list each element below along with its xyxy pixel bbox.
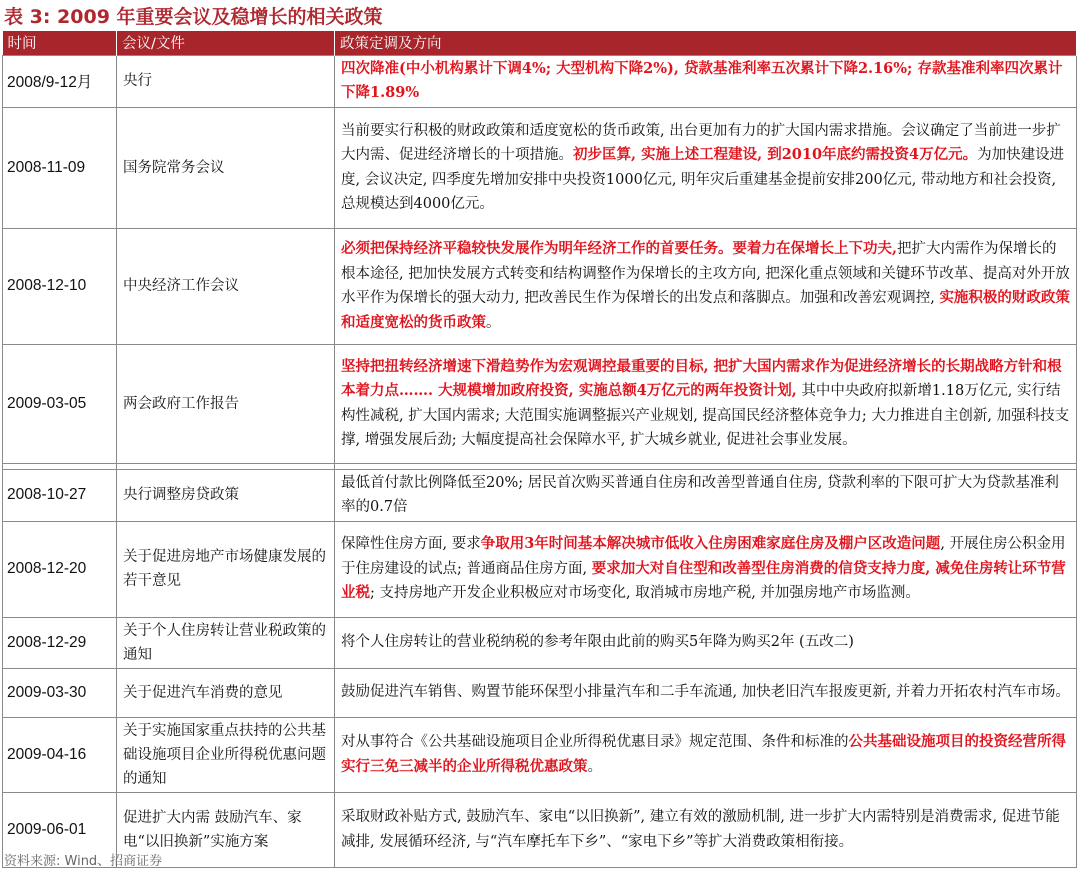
table-title: 表 3: 2009 年重要会议及稳增长的相关政策 bbox=[4, 6, 383, 28]
policy-text: ; 支持房地产开发企业积极应对市场变化, 取消城市房地产税, 并加强房地产市场监测。 bbox=[370, 585, 920, 602]
row-meeting: 国务院常务会议 bbox=[117, 107, 335, 228]
table-row bbox=[3, 717, 1077, 792]
row-policy bbox=[335, 107, 1077, 228]
row-date: 2008/9-12月 bbox=[3, 55, 117, 107]
table-row bbox=[3, 617, 1077, 668]
row-meeting: 关于实施国家重点扶持的公共基础设施项目企业所得税优惠问题的通知 bbox=[117, 717, 335, 792]
row-date: 2009-03-05 bbox=[3, 344, 117, 463]
policy-highlight-text: 必须把保持经济平稳较快发展作为明年经济工作的首要任务。要着力在保增长上下功夫, bbox=[341, 240, 898, 257]
policy-text: 保障性住房方面, 要求 bbox=[341, 536, 481, 553]
row-policy bbox=[335, 668, 1077, 717]
table-header-row bbox=[3, 31, 1077, 55]
row-policy bbox=[335, 344, 1077, 463]
table-row bbox=[3, 521, 1077, 617]
table-row bbox=[3, 668, 1077, 717]
header-time: 时间 bbox=[3, 31, 117, 55]
row-meeting: 央行 bbox=[117, 55, 335, 107]
policy-text: 鼓励促进汽车销售、购置节能环保型小排量汽车和二手车流通, 加快老旧汽车报废更新, 并着力开拓农村汽车市场。 bbox=[341, 684, 1070, 701]
row-date: 2008-10-27 bbox=[3, 469, 117, 521]
row-date: 2009-04-16 bbox=[3, 717, 117, 792]
row-date: 2009-03-30 bbox=[3, 668, 117, 717]
policy-highlight-text: 争取用3年时间基本解决城市低收入住房困难家庭住房及棚户区改造问题 bbox=[480, 535, 941, 553]
header-meeting: 会议/文件 bbox=[117, 31, 335, 55]
row-date: 2009-06-01 bbox=[3, 792, 117, 867]
row-date: 2008-12-10 bbox=[3, 228, 117, 344]
policy-text: 对从事符合《公共基础设施项目企业所得税优惠目录》规定范围、条件和标准的 bbox=[341, 734, 849, 750]
header-policy: 政策定调及方向 bbox=[335, 31, 1077, 55]
policy-highlight-text: 公共基础设施项目的投资经营所得实行三免三减半的企业所得税优惠政策 bbox=[341, 733, 1066, 775]
row-meeting: 关于促进汽车消费的意见 bbox=[117, 668, 335, 717]
policy-text: 为加快建设进度, 会议决定, 四季度先增加安排中央投资1000亿元, 明年灾后重建基金提前安排200亿元, 带动地方和社会投资, 总规模达到4000亿元。 bbox=[341, 147, 1065, 212]
source-note: 资料来源: Wind、招商证券 bbox=[4, 854, 163, 869]
row-policy bbox=[335, 228, 1077, 344]
policy-text: 。 bbox=[486, 314, 501, 331]
policy-text: 最低首付款比例降低至20%; 居民首次购买普通自住房和改善型普通自住房, 贷款利率的下限可扩大为贷款基准利率的0.7倍 bbox=[341, 474, 1059, 515]
policy-text: 其中中央政府拟新增1.18万亿元, 实行结构性减税, 扩大国内需求; 大范围实施调整振兴产业规划, 提高国民经济整体竞争力; 大力推进自主创新, 加强科技支撑, 增强发展后劲; 大幅度提高社会保障水平, 扩大城乡就业, 促进社会事业发展。 bbox=[341, 383, 1070, 448]
row-policy bbox=[335, 792, 1077, 867]
row-date: 2008-11-09 bbox=[3, 107, 117, 228]
row-policy bbox=[335, 469, 1077, 521]
policy-text: 采取财政补贴方式, 鼓励汽车、家电“以旧换新”, 建立有效的激励机制, 进一步扩大内需特别是消费需求, 促进节能减排, 发展循环经济, 与“汽车摩托车下乡”、“家电下乡”等扩大消费政策相衔接。 bbox=[341, 809, 1060, 850]
policy-text: 。 bbox=[587, 758, 602, 775]
table-row bbox=[3, 469, 1077, 521]
policy-highlight-text: 要求加大对自住型和改善型住房消费的信贷支持力度, 减免住房转让环节营业税 bbox=[341, 559, 1066, 602]
policy-highlight-text: 初步匡算, 实施上述工程建设, 到2010年底约需投资4万亿元。 bbox=[573, 146, 978, 163]
table-row bbox=[3, 792, 1077, 867]
table-row bbox=[3, 228, 1077, 344]
row-meeting: 中央经济工作会议 bbox=[117, 228, 335, 344]
table-row bbox=[3, 344, 1077, 463]
policy-text: 当前要实行积极的财政政策和适度宽松的货币政策, 出台更加有力的扩大国内需求措施。会议确定了当前进一步扩大内需、促进经济增长的十项措施。 bbox=[341, 122, 1061, 163]
row-meeting: 关于促进房地产市场健康发展的若干意见 bbox=[117, 521, 335, 617]
policy-highlight-text: 坚持把扭转经济增速下滑趋势作为宏观调控最重要的目标, 把扩大国内需求作为促进经济增长的长期战略方针和根本着力点……. 大规模增加政府投资, 实施总额4万亿元的两年投资计划, bbox=[341, 357, 1062, 399]
policy-highlight-text: 实施积极的财政政策和适度宽松的货币政策 bbox=[341, 289, 1070, 331]
table-row bbox=[3, 107, 1077, 228]
row-policy bbox=[335, 617, 1077, 668]
row-meeting: 央行调整房贷政策 bbox=[117, 469, 335, 521]
row-policy bbox=[335, 55, 1077, 107]
row-date: 2008-12-20 bbox=[3, 521, 117, 617]
policy-highlight-text: 四次降准(中小机构累计下调4%; 大型机构下降2%), 贷款基准利率五次累计下降2.16%; 存款基准利率四次累计下降1.89% bbox=[341, 59, 1063, 101]
row-policy bbox=[335, 521, 1077, 617]
policy-text: , 开展住房公积金用于住房建设的试点; 普通商品住房方面, bbox=[341, 536, 1066, 577]
policy-text: 把扩大内需作为保增长的根本途径, 把加快发展方式转变和结构调整作为保增长的主攻方向, 把深化重点领域和关键环节改革、提高对外开放水平作为保增长的强大动力, 把改善民生作为保增长的出发点和落脚点。加强和改善宏观调控, bbox=[341, 241, 1070, 306]
policy-text: 将个人住房转让的营业税纳税的参考年限由此前的购买5年降为购买2年 (五改二) bbox=[341, 634, 854, 651]
row-policy bbox=[335, 717, 1077, 792]
row-date: 2008-12-29 bbox=[3, 617, 117, 668]
table-row bbox=[3, 55, 1077, 107]
row-meeting: 关于个人住房转让营业税政策的通知 bbox=[117, 617, 335, 668]
row-meeting: 两会政府工作报告 bbox=[117, 344, 335, 463]
row-meeting: 促进扩大内需 鼓励汽车、家电“以旧换新”实施方案 bbox=[117, 792, 335, 867]
policy-table bbox=[2, 31, 1077, 868]
